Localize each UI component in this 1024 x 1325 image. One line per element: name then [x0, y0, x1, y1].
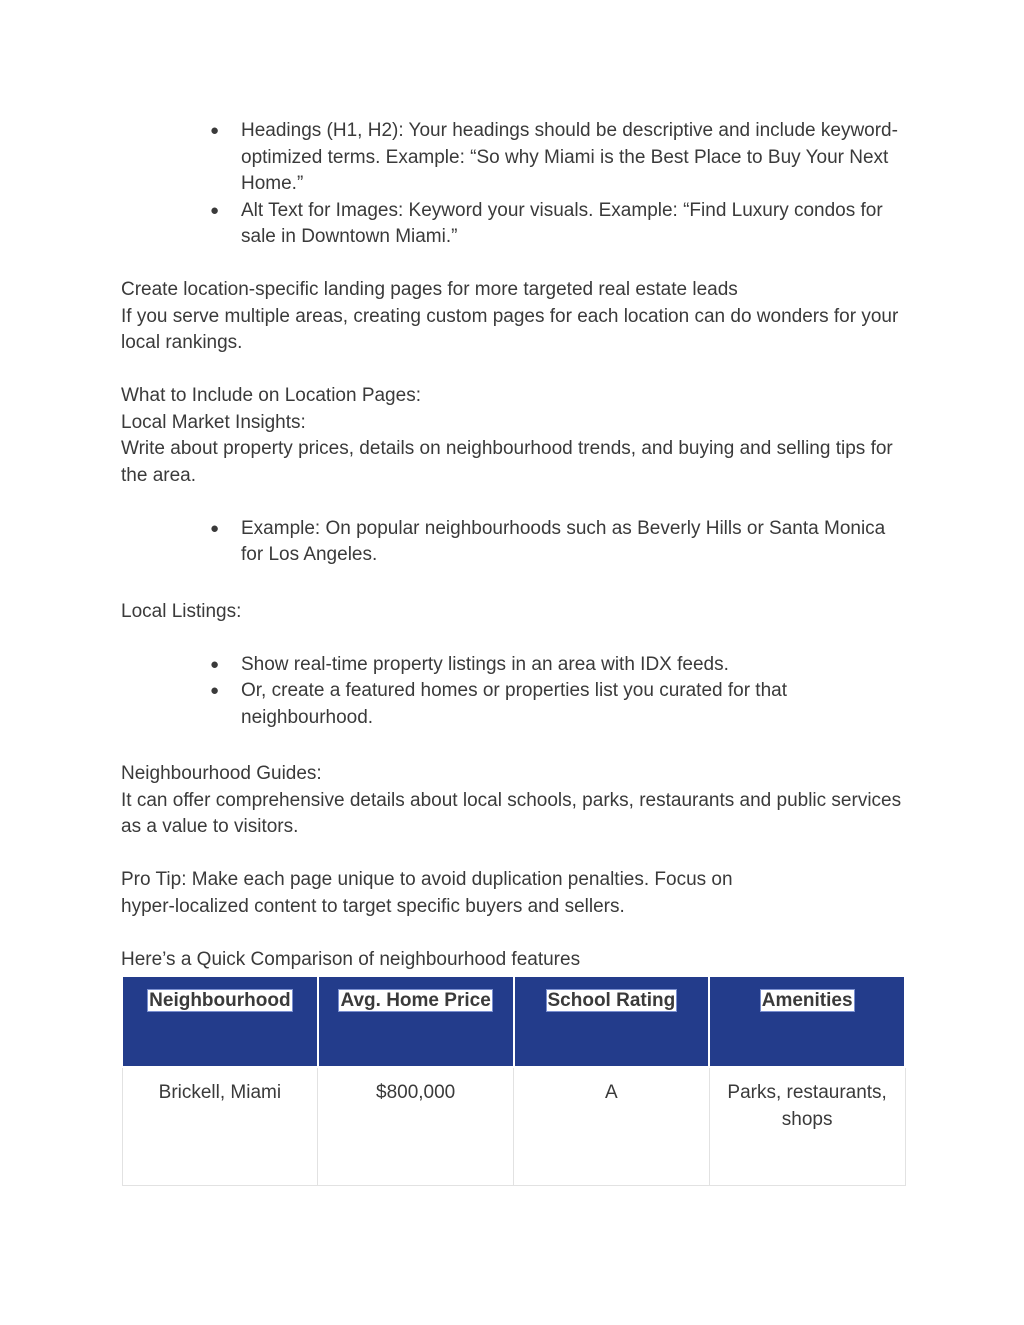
header-avg-home-price: [318, 976, 514, 1067]
bullet-dot-icon: ●: [210, 201, 220, 219]
header-label: Avg. Home Price: [340, 990, 491, 1011]
cell-neighbourhood: Brickell, Miami: [122, 1067, 318, 1186]
bullet-text: Alt Text for Images: Keyword your visuals. Example: “Find Luxury condos for sale in Downtown Miami.”: [241, 199, 883, 247]
bullet-dot-icon: ●: [210, 682, 220, 699]
bullet-text: Show real-time property listings in an area with IDX feeds.: [241, 653, 729, 675]
market-insights-subheading: Local Market Insights:: [121, 411, 306, 433]
header-school-rating: [514, 976, 710, 1067]
bullet-text: Headings (H1, H2): Your headings should be descriptive and include keyword-optimized terms. Example: “So why Miami is the Best Place to Buy Your Next Home.”: [241, 120, 898, 194]
header-label: Neighbourhood: [149, 990, 291, 1011]
include-heading: What to Include on Location Pages:: [121, 385, 421, 406]
bullet-dot-icon: ●: [210, 519, 220, 537]
table-caption: Here’s a Quick Comparison of neighbourhood features: [121, 948, 581, 970]
bullet-item-example: [210, 516, 906, 569]
header-neighbourhood: [122, 976, 318, 1067]
bullet-dot-icon: ●: [210, 122, 220, 139]
bullet-list-listings: [121, 652, 906, 732]
bullet-item-featured: [210, 678, 906, 731]
listings-heading: Local Listings:: [121, 600, 242, 622]
cell-amenities: Parks, restaurants, shops: [709, 1067, 905, 1186]
pro-tip-line-2: hyper-localized content to target specific buyers and sellers.: [121, 895, 625, 917]
bullet-list-example: [121, 516, 906, 569]
bullet-item-idx: [210, 652, 906, 679]
bullet-text: Or, create a featured homes or properties list you curated for that neighbourhood.: [241, 680, 787, 728]
header-label: Amenities: [761, 990, 853, 1011]
bullet-text: Example: On popular neighbourhoods such as Beverly Hills or Santa Monica for Los Angeles.: [241, 517, 886, 565]
header-amenities: [709, 976, 905, 1067]
bullet-list-seo: [121, 118, 906, 251]
market-insights-body: Write about property prices, details on neighbourhood trends, and buying and selling tips for the area.: [121, 438, 893, 486]
bullet-item-headings: [210, 118, 906, 198]
guides-body: It can offer comprehensive details about local schools, parks, restaurants and public services as a value to visitors.: [121, 789, 902, 837]
table-header-row: [122, 976, 905, 1067]
bullet-dot-icon: ●: [210, 655, 220, 673]
comparison-table: [121, 975, 906, 1186]
location-heading: Create location-specific landing pages for more targeted real estate leads: [121, 279, 738, 300]
cell-school-rating: A: [514, 1067, 710, 1186]
cell-avg-home-price: $800,000: [318, 1067, 514, 1186]
pro-tip-line-1: Pro Tip: Make each page unique to avoid duplication penalties. Focus on: [121, 869, 733, 890]
header-label: School Rating: [547, 990, 676, 1011]
location-body: If you serve multiple areas, creating custom pages for each location can do wonders for your local rankings.: [121, 305, 899, 353]
table-row: [122, 1067, 905, 1186]
bullet-item-alt-text: [210, 198, 906, 251]
document-page: [121, 118, 906, 1186]
guides-heading: Neighbourhood Guides:: [121, 763, 322, 784]
